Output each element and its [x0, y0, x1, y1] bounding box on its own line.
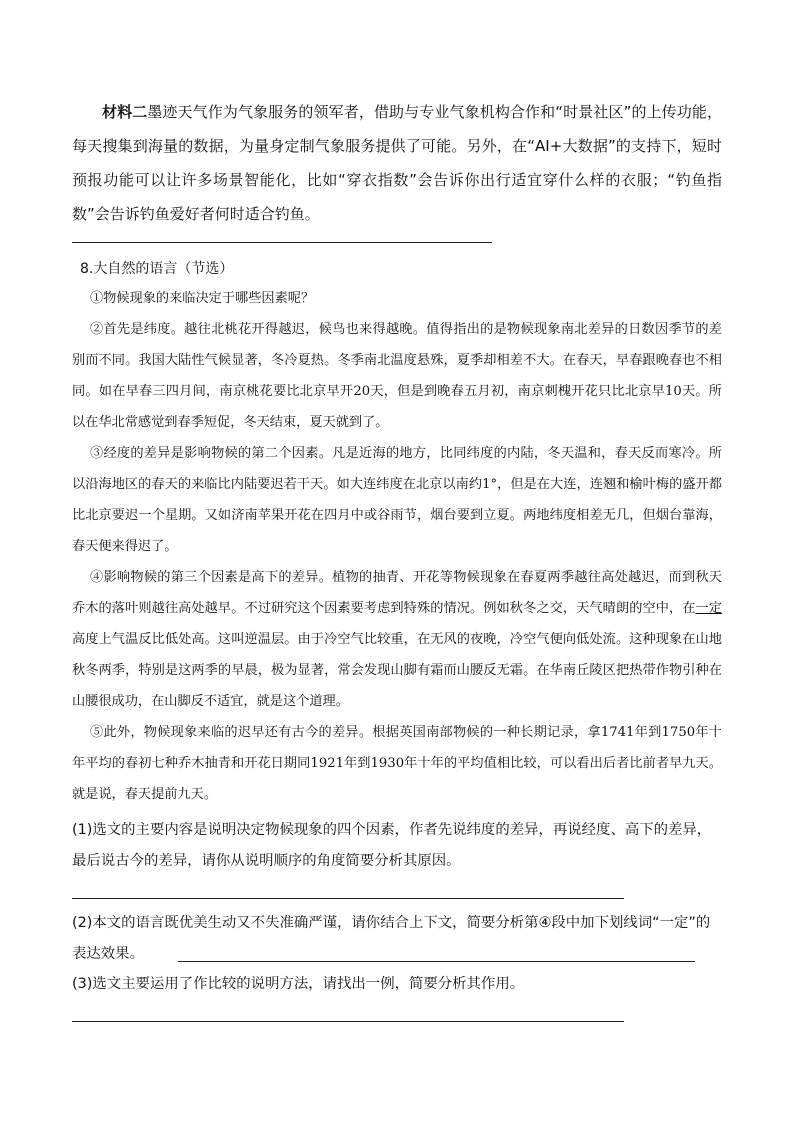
excerpt-text — [72, 283, 722, 810]
answer-line-material[interactable] — [72, 242, 492, 243]
underlined-word-yiding: 一定 — [695, 601, 723, 616]
excerpt-paragraph-1: ①物候现象的来临决定于哪些因素呢？ — [90, 291, 315, 306]
paragraph-4-part-1: ④影响物候的第三个因素是高下的差异。植物的抽青、开花等物候现象在春夏两季越往高处越迟，而到秋天乔木的落叶则越往高处越早。不过研究这个因素要考虑到特殊的情况。例如秋冬之交，天气晴朗的空中，在 — [72, 570, 722, 616]
question-8-title: 8.大自然的语言（节选） — [80, 261, 234, 277]
sub-question-1 — [72, 815, 722, 877]
answer-line-q1[interactable] — [72, 898, 624, 899]
sub-question-2-text: (2)本文的语言既优美生动又不失准确严谨，请你结合上下文，简要分析第④段中加下划线词“一定”的表达效果。 — [72, 915, 711, 962]
paragraph-4-part-2: 高度上气温反比低处高。这叫逆温层。由于冷空气比较重，在无风的夜晚，冷空气便向低处流。这种现象在山地秋冬两季，特别是这两季的早晨，极为显著，常会发现山脚有霜而山腰反无霜。在华南丘陵区把热带作物引种在山腰很成功，在山脚反不适宜，就是这个道理。 — [72, 632, 722, 709]
sub-question-3-text: (3)选文主要运用了作比较的说明方法，请找出一例，简要分析其作用。 — [72, 976, 525, 992]
sub-question-3 — [72, 969, 722, 1000]
excerpt-paragraph-3: ③经度的差异是影响物候的第二个因素。凡是近海的地方，比同纬度的内陆，冬天温和，春天反而寒冷。所以沿海地区的春天的来临比内陆要迟若干天。如大连纬度在北京以南约1°，但是在大连，连翘和榆叶梅的盛开都比北京要迟一个星期。又如济南苹果开花在四月中或谷雨节，烟台要到立夏。两地纬度相差无几，但烟台靠海，春天便来得迟了。 — [72, 446, 722, 554]
material-two-label: 材料二 — [102, 103, 148, 121]
excerpt-paragraph-2: ②首先是纬度。越往北桃花开得越迟，候鸟也来得越晚。值得指出的是物候现象南北差异的日数因季节的差别而不同。我国大陆性气候显著，冬冷夏热。冬季南北温度悬殊，夏季却相差不大。在春天，早春跟晚春也不相同。如在早春三四月间，南京桃花要比北京早开20天，但是到晚春五月初，南京刺槐开花只比北京早10天。所以在华北常感觉到春季短促，冬天结束，夏天就到了。 — [72, 322, 722, 430]
excerpt-paragraph-4 — [72, 562, 722, 717]
sub-question-1-text: (1)选文的主要内容是说明决定物候现象的四个因素，作者先说纬度的差异，再说经度、高下的差异，最后说古今的差异，请你从说明顺序的角度简要分析其原因。 — [72, 822, 712, 869]
material-two-block — [72, 95, 722, 231]
material-two-text: 墨迹天气作为气象服务的领军者，借助与专业气象机构合作和“时景社区”的上传功能，每天搜集到海量的数据，为量身定制气象服务提供了可能。另外，在“AI+大数据”的支持下，短时预报功能可以让许多场景智能化，比如“穿衣指数”会告诉你出行适宜穿什么样的衣服；“钓鱼指数”会告诉钓鱼爱好者何时适合钓鱼。 — [72, 103, 722, 223]
answer-line-q2[interactable] — [178, 961, 695, 962]
excerpt-paragraph-5: ⑤此外，物候现象来临的迟早还有古今的差异。根据英国南部物候的一种长期记录，拿1741年到1750年十年平均的春初七种乔木抽青和开花日期同1921年到1930年十年的平均值相比较，可以看出后者比前者早九天。就是说，春天提前九天。 — [72, 725, 722, 802]
material-two-paragraph — [72, 95, 722, 231]
answer-line-q3[interactable] — [72, 1021, 624, 1022]
